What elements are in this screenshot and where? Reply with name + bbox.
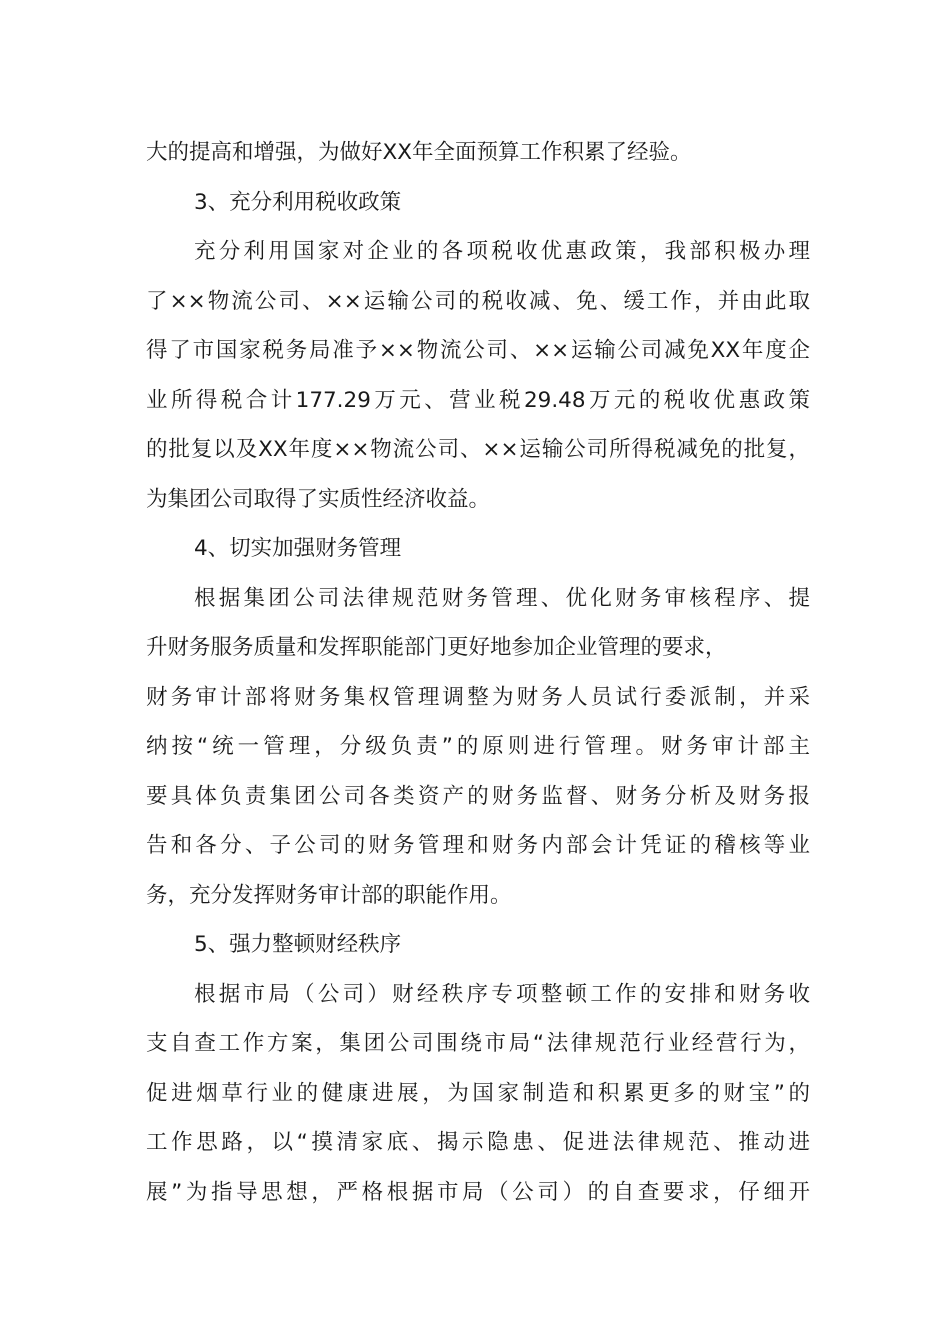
text-line-5: 得了市国家税务局准予××物流公司、××运输公司减免XX年度企 <box>146 338 810 363</box>
text-line-12: 财务审计部将财务集权管理调整为财务人员试行委派制，并采 <box>146 684 810 710</box>
text-line-10: 根据集团公司法律规范财务管理、优化财务审核程序、提 <box>194 585 810 611</box>
text-line-13: 纳按“统一管理，分级负责”的原则进行管理。财务审计部主 <box>146 734 810 759</box>
text-line-21: 工作思路，以“摸清家底、揭示隐患、促进法律规范、推动进 <box>146 1130 810 1155</box>
text-line-8: 为集团公司取得了实质性经济收益。 <box>146 486 491 512</box>
text-line-19: 支自查工作方案，集团公司围绕市局“法律规范行业经营行为， <box>146 1031 810 1056</box>
section-heading-3: 3、充分利用税收政策 <box>194 189 402 215</box>
text-line-6: 业所得税合计177.29万元、营业税29.48万元的税收优惠政策 <box>146 387 810 413</box>
text-line-11: 升财务服务质量和发挥职能部门更好地参加企业管理的要求， <box>146 635 727 660</box>
text-line-1: 大的提高和增强，为做好XX年全面预算工作积累了经验。 <box>146 140 692 165</box>
section-heading-4: 4、切实加强财务管理 <box>194 536 402 561</box>
text-line-3: 充分利用国家对企业的各项税收优惠政策，我部积极办理 <box>194 239 810 264</box>
text-line-15: 告和各分、子公司的财务管理和财务内部会计凭证的稽核等业 <box>146 833 810 858</box>
text-line-18: 根据市局（公司）财经秩序专项整顿工作的安排和财务收 <box>194 981 810 1007</box>
section-heading-5: 5、强力整顿财经秩序 <box>194 932 402 957</box>
text-line-7: 的批复以及XX年度××物流公司、××运输公司所得税减免的批复， <box>146 437 810 462</box>
text-line-14: 要具体负责集团公司各类资产的财务监督、财务分析及财务报 <box>146 783 810 809</box>
text-line-4: 了××物流公司、××运输公司的税收减、免、缓工作，并由此取 <box>146 288 810 314</box>
document-body <box>146 128 810 1217</box>
text-line-20: 促进烟草行业的健康进展，为国家制造和积累更多的财宝”的 <box>146 1080 810 1106</box>
text-line-16: 务，充分发挥财务审计部的职能作用。 <box>146 882 512 908</box>
text-line-22: 展”为指导思想，严格根据市局（公司）的自查要求，仔细开 <box>146 1179 810 1205</box>
